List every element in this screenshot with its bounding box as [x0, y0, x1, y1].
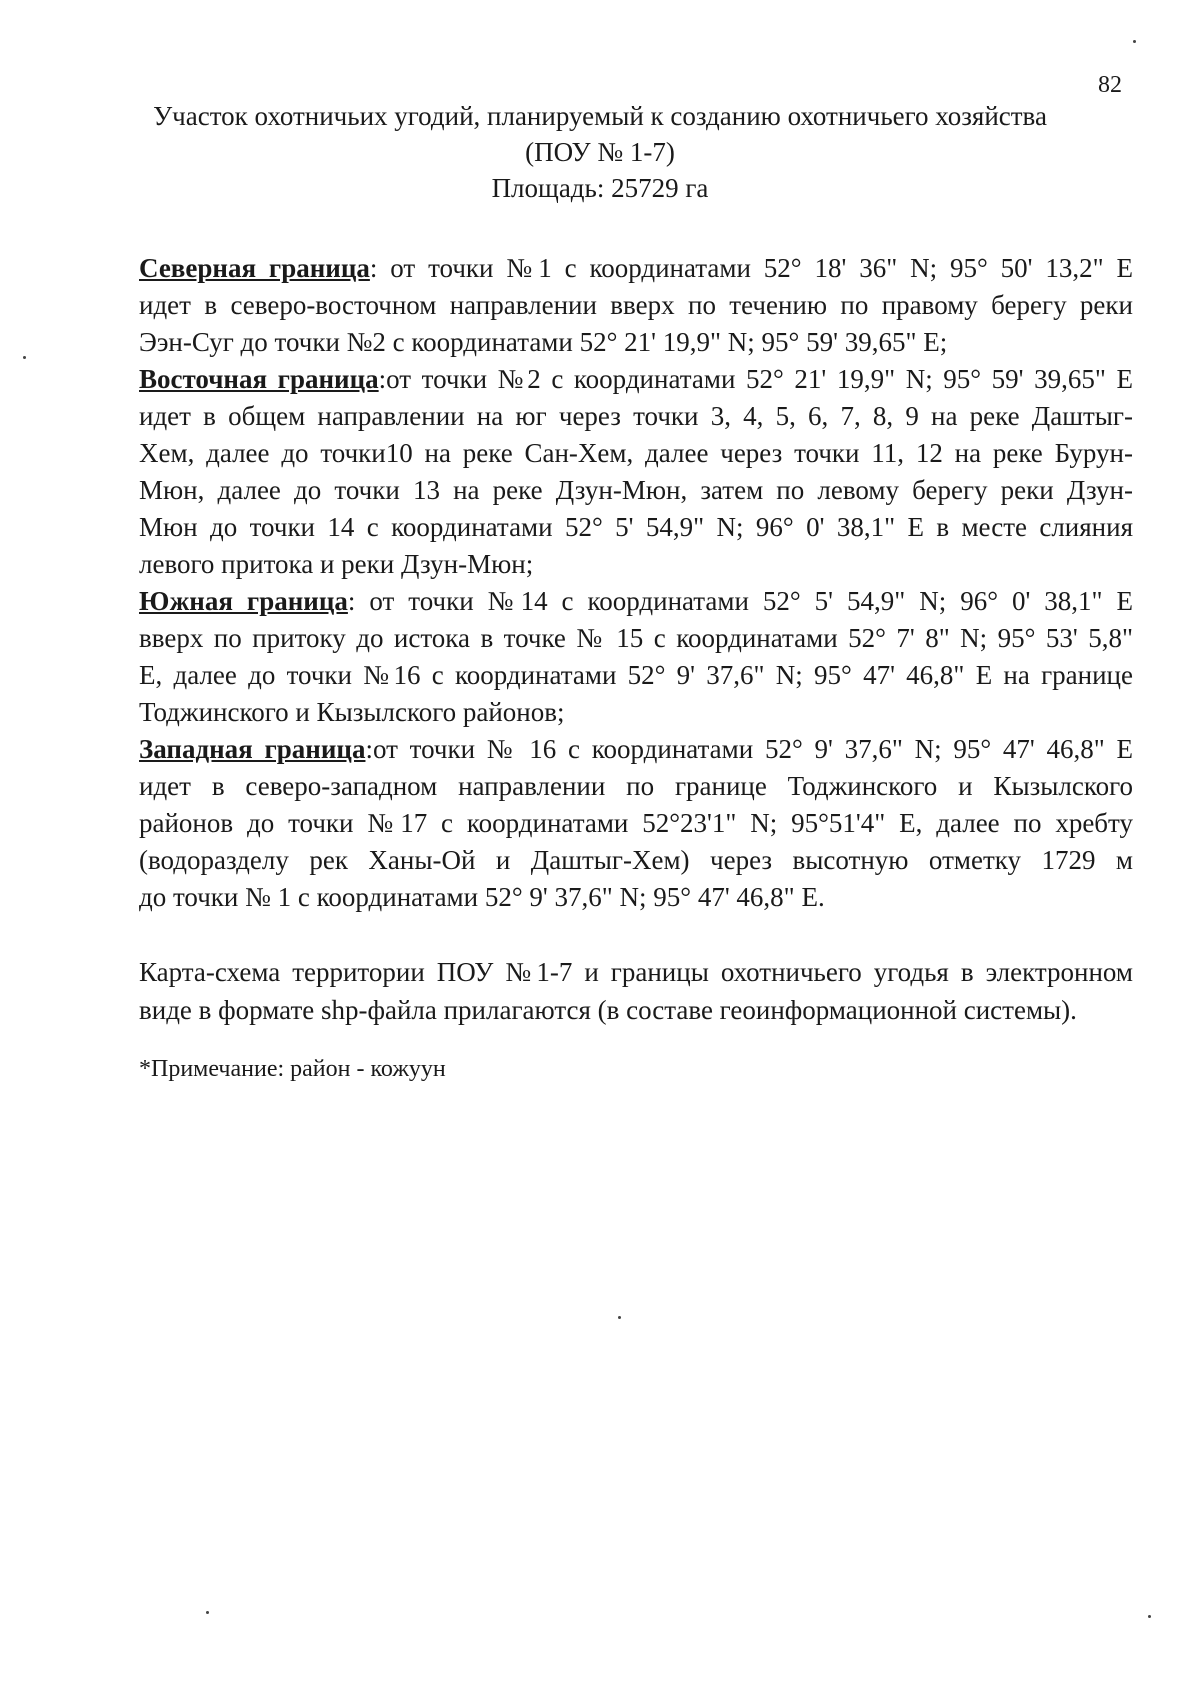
footnote: *Примечание: район - кожуун — [139, 1056, 446, 1082]
west-boundary-paragraph — [139, 731, 1133, 916]
north-boundary-paragraph — [139, 250, 1133, 361]
west-boundary-label: Западная граница — [139, 734, 366, 764]
text-line: Западная граница:от точки № 16 с координатами 52° 9' 37,6" N; 95° 47' 46,8" E — [139, 734, 1133, 764]
text-line: идет в общем направлении на юг через точки 3, 4, 5, 6, 7, 8, 9 на реке Даштыг- — [139, 401, 1133, 431]
scan-speck — [206, 1611, 209, 1614]
text-line: районов до точки №17 с координатами 52°23'1" N; 95°51'4" E, далее по хребту — [139, 808, 1133, 838]
text-line: Хем, далее до точки10 на реке Сан-Хем, далее через точки 11, 12 на реке Бурун- — [139, 438, 1133, 468]
text-line: виде в формате shp-файла прилагаются (в составе геоинформационной системы). — [139, 995, 1077, 1025]
text-line: до точки № 1 с координатами 52° 9' 37,6" N; 95° 47' 46,8" E. — [139, 882, 825, 912]
north-boundary-label: Северная граница — [139, 253, 370, 283]
text-line: вверх по притоку до истока в точке № 15 с координатами 52° 7' 8" N; 95° 53' 5,8" — [139, 623, 1133, 653]
south-boundary-paragraph — [139, 583, 1133, 731]
text-line: Тоджинского и Кызылского районов; — [139, 697, 565, 727]
text-line: идет в северо-восточном направлении вверх по течению по правому берегу реки — [139, 290, 1133, 320]
header-title: Участок охотничьих угодий, планируемый к созданию охотничьего хозяйства — [153, 101, 1047, 131]
text-line: Южная граница: от точки №14 с координатами 52° 5' 54,9" N; 96° 0' 38,1" E — [139, 586, 1134, 616]
page-number: 82 — [1098, 72, 1122, 98]
scan-speck — [1148, 1615, 1151, 1618]
east-boundary-label: Восточная граница — [139, 364, 379, 394]
text-line: левого притока и реки Дзун-Мюн; — [139, 549, 534, 579]
header-area: Площадь: 25729 га — [491, 173, 709, 203]
east-boundary-paragraph — [139, 361, 1133, 583]
scan-speck — [23, 356, 26, 359]
text-line: идет в северо-западном направлении по границе Тоджинского и Кызылского — [139, 771, 1133, 801]
map-attachment-paragraph — [139, 953, 1133, 1029]
text-line: Восточная граница:от точки №2 с координатами 52° 21' 19,9" N; 95° 59' 39,65" E — [139, 364, 1133, 394]
boundary-description — [139, 250, 1133, 916]
text-line: Северная граница: от точки №1 с координатами 52° 18' 36" N; 95° 50' 13,2" E — [139, 253, 1133, 283]
document-header — [0, 98, 1200, 206]
text-line: Ээн-Суг до точки №2 с координатами 52° 21' 19,9" N; 95° 59' 39,65" E; — [139, 327, 948, 357]
text-line: Карта-схема территории ПОУ №1-7 и границы охотничьего угодья в электронном — [139, 957, 1133, 987]
scan-speck — [618, 1316, 621, 1319]
text-line: Мюн до точки 14 с координатами 52° 5' 54,9" N; 96° 0' 38,1" E в месте слияния — [139, 512, 1133, 542]
scan-speck — [1133, 40, 1136, 43]
text-line: Мюн, далее до точки 13 на реке Дзун-Мюн, затем по левому берегу реки Дзун- — [139, 475, 1133, 505]
south-boundary-label: Южная граница — [139, 586, 348, 616]
text-line: (водоразделу рек Ханы-Ой и Даштыг-Хем) через высотную отметку 1729 м — [139, 845, 1133, 875]
text-line: E, далее до точки №16 с координатами 52° 9' 37,6" N; 95° 47' 46,8" E на границе — [139, 660, 1133, 690]
header-designation: (ПОУ № 1-7) — [525, 137, 675, 167]
